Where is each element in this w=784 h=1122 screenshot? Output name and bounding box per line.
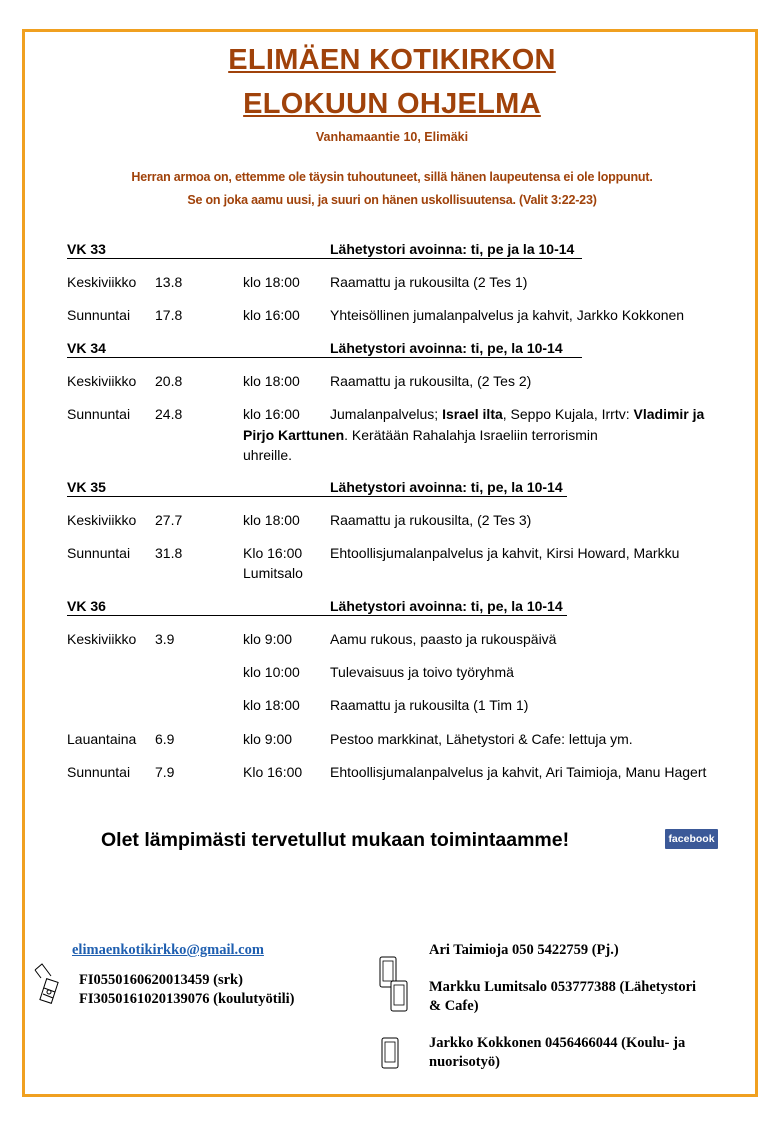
- address: Vanhamaantie 10, Elimäki: [315, 130, 469, 144]
- event-date: 6.9: [155, 731, 175, 747]
- event-desc: Pestoo markkinat, Lähetystori & Cafe: lettuja ym.: [330, 731, 633, 747]
- event-day: Sunnuntai: [67, 545, 131, 561]
- event-desc-line-2: Lumitsalo: [243, 565, 303, 581]
- money-icon: [33, 962, 63, 1006]
- event-time: klo 10:00: [243, 664, 300, 680]
- event-date: 20.8: [155, 373, 183, 389]
- event-day: Sunnuntai: [67, 406, 131, 422]
- event-desc: Raamattu ja rukousilta (1 Tim 1): [330, 697, 529, 713]
- event-time: klo 18:00: [243, 512, 300, 528]
- title-line-2: ELOKUUN OHJELMA: [243, 88, 541, 120]
- week-label: VK 36: [67, 598, 106, 614]
- contact-jarkko-line-1: Jarkko Kokkonen 0456466044 (Koulu- ja: [429, 1035, 686, 1051]
- contact-jarkko-line-2: nuorisotyö): [429, 1054, 500, 1070]
- event-date: 7.9: [155, 764, 175, 780]
- week-label: VK 33: [67, 241, 106, 257]
- event-day: Keskiviikko: [67, 274, 137, 290]
- event-day: Keskiviikko: [67, 512, 137, 528]
- contact-markku-line-2: & Cafe): [429, 998, 479, 1014]
- event-desc-line-2: Pirjo Karttunen. Kerätään Rahalahja Israeliin terrorismin: [243, 427, 598, 443]
- event-desc: Raamattu ja rukousilta (2 Tes 1): [330, 274, 528, 290]
- week-underline: [67, 357, 582, 358]
- verse-line-1: Herran armoa on, ettemme ole täysin tuhoutuneet, sillä hänen laupeutensa ei ole loppunut.: [131, 170, 653, 184]
- event-day: Lauantaina: [67, 731, 137, 747]
- event-day: Sunnuntai: [67, 307, 131, 323]
- contact-markku-line-1: Markku Lumitsalo 053777388 (Lähetystori: [429, 979, 697, 995]
- event-desc: Raamattu ja rukousilta, (2 Tes 2): [330, 373, 532, 389]
- event-time: Klo 16:00: [243, 764, 303, 780]
- bank-account-koulu: FI3050161020139076 (koulutyötili): [79, 991, 295, 1007]
- phone-icon: [380, 1036, 402, 1070]
- event-desc: Raamattu ja rukousilta, (2 Tes 3): [330, 512, 532, 528]
- event-day: Keskiviikko: [67, 373, 137, 389]
- event-time: klo 18:00: [243, 274, 300, 290]
- event-date: 27.7: [155, 512, 183, 528]
- event-time: klo 9:00: [243, 631, 293, 647]
- event-day: Keskiviikko: [67, 631, 137, 647]
- event-desc: Yhteisöllinen jumalanpalvelus ja kahvit, Jarkko Kokkonen: [330, 307, 685, 323]
- event-desc-line-1: Jumalanpalvelus; Israel ilta, Seppo Kujala, Irrtv: Vladimir ja: [330, 406, 705, 422]
- phone-icon: [378, 955, 410, 1015]
- event-time: klo 18:00: [243, 697, 300, 713]
- event-date: 13.8: [155, 274, 183, 290]
- week-label: VK 35: [67, 479, 106, 495]
- event-date: 31.8: [155, 545, 183, 561]
- event-time: klo 16:00: [243, 406, 300, 422]
- week-note: Lähetystori avoinna: ti, pe, la 10-14: [330, 340, 563, 356]
- event-desc-line-3: uhreille.: [243, 447, 293, 463]
- verse-line-2: Se on joka aamu uusi, ja suuri on hänen uskollisuutensa. (Valit 3:22-23): [187, 193, 597, 207]
- bank-account-srk: FI0550160620013459 (srk): [79, 972, 243, 988]
- week-note: Lähetystori avoinna: ti, pe ja la 10-14: [330, 241, 575, 257]
- email-link[interactable]: elimaenkotikirkko@gmail.com: [72, 942, 264, 958]
- week-underline: [67, 615, 567, 616]
- contact-ari: Ari Taimioja 050 5422759 (Pj.): [429, 942, 619, 958]
- event-desc: Tulevaisuus ja toivo työryhmä: [330, 664, 514, 680]
- week-underline: [67, 258, 582, 259]
- week-label: VK 34: [67, 340, 106, 356]
- event-time: klo 18:00: [243, 373, 300, 389]
- event-desc: Ehtoollisjumalanpalvelus ja kahvit, Ari Taimioja, Manu Hagert: [330, 764, 707, 780]
- event-date: 3.9: [155, 631, 175, 647]
- event-time: klo 16:00: [243, 307, 300, 323]
- event-date: 24.8: [155, 406, 183, 422]
- event-day: Sunnuntai: [67, 764, 131, 780]
- facebook-link[interactable]: facebook: [665, 829, 718, 849]
- week-note: Lähetystori avoinna: ti, pe, la 10-14: [330, 479, 563, 495]
- welcome-text: Olet lämpimästi tervetullut mukaan toimintaamme!: [101, 829, 570, 851]
- title-line-1: ELIMÄEN KOTIKIRKON: [228, 44, 556, 76]
- week-note: Lähetystori avoinna: ti, pe, la 10-14: [330, 598, 563, 614]
- event-time: klo 9:00: [243, 731, 293, 747]
- page-frame: [22, 29, 758, 1097]
- week-underline: [67, 496, 567, 497]
- event-desc: Aamu rukous, paasto ja rukouspäivä: [330, 631, 557, 647]
- event-desc: Ehtoollisjumalanpalvelus ja kahvit, Kirsi Howard, Markku: [330, 545, 680, 561]
- event-date: 17.8: [155, 307, 183, 323]
- event-time: Klo 16:00: [243, 545, 303, 561]
